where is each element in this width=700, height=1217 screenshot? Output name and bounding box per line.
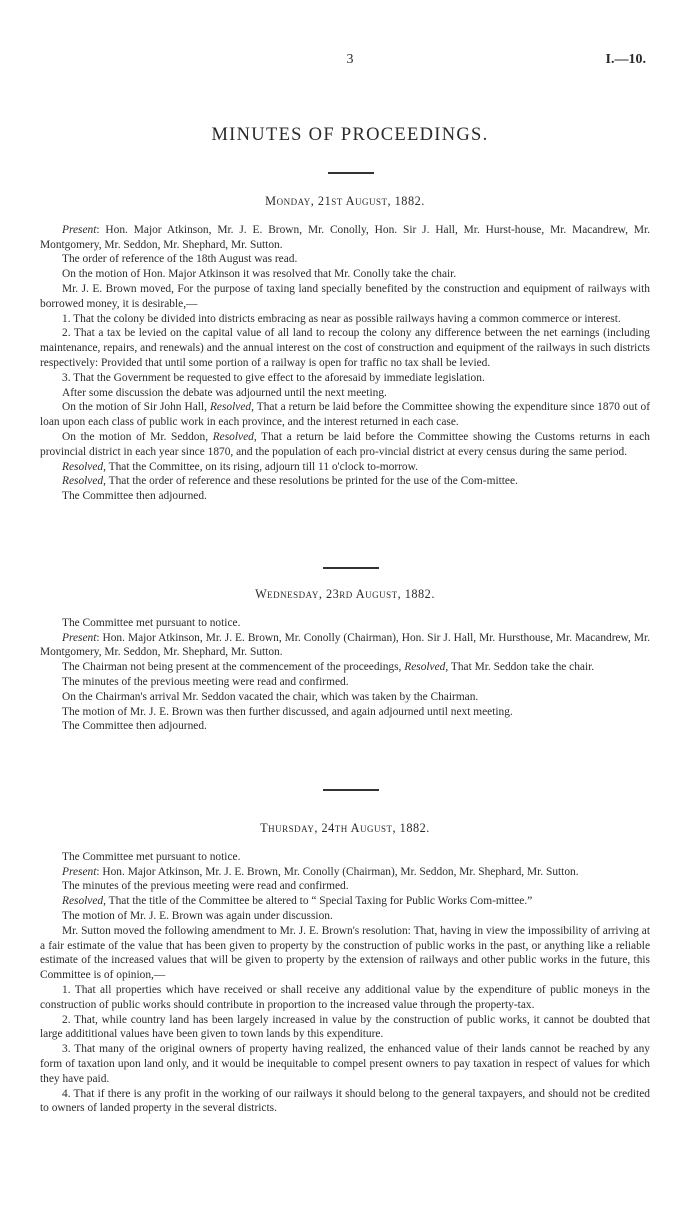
paragraph-text: The motion of Mr. J. E. Brown was again under discussion. (62, 909, 333, 922)
italic-text: Present (62, 223, 97, 236)
paragraph-text: 3. That the Government be requested to give effect to the aforesaid by immediate legislation. (62, 371, 485, 384)
minutes-paragraph (40, 675, 650, 690)
minutes-paragraph (40, 924, 650, 983)
section-body (40, 616, 650, 734)
section-date: Wednesday, 23rd August, 1882. (255, 587, 435, 601)
paragraph-text: , That the Committee, on its rising, adjourn till 11 o'clock to-morrow. (103, 460, 418, 473)
minutes-paragraph (40, 282, 650, 312)
paragraph-text: : Hon. Major Atkinson, Mr. J. E. Brown, Mr. Conolly (Chairman), Mr. Seddon, Mr. Shephard, Mr. Sutton. (96, 865, 579, 878)
minutes-paragraph (40, 865, 650, 880)
section-divider (323, 789, 379, 791)
italic-text: Resolved (62, 895, 104, 908)
paragraph-text: 3. That many of the original owners of property having realized, the enhanced value of their lands cannot be reached by any form of taxation upon land only, and it would be inequitable to compel present owners to pay taxation in respect of values for which they have paid. (40, 1043, 650, 1085)
minutes-paragraph (40, 1087, 650, 1117)
minutes-paragraph (40, 631, 650, 661)
paragraph-text: The order of reference of the 18th August was read. (62, 253, 298, 266)
paragraph-text: The minutes of the previous meeting were read and confirmed. (62, 675, 349, 688)
paragraph-text: The Chairman not being present at the commencement of the proceedings, (62, 661, 405, 674)
document-reference: I.—10. (605, 52, 646, 67)
paragraph-text: Mr. J. E. Brown moved, For the purpose of taxing land specially benefited by the construction and equipment of railways with borrowed money, it is desirable,— (40, 282, 650, 310)
paragraph-text: , That the order of reference and these resolutions be printed for the use of the Com-mittee. (103, 475, 518, 488)
section-date: Thursday, 24th August, 1882. (260, 821, 430, 835)
italic-text: Resolved (404, 661, 446, 674)
paragraph-text: 1. That the colony be divided into districts embracing as near as possible railways having a common commerce or interest. (62, 312, 621, 325)
minutes-section-2 (40, 587, 650, 734)
paragraph-text: The motion of Mr. J. E. Brown was then further discussed, and again adjourned until next meeting. (62, 705, 513, 718)
paragraph-text: The Committee then adjourned. (62, 490, 207, 503)
italic-text: Present (62, 865, 97, 878)
paragraph-text: On the motion of Hon. Major Atkinson it was resolved that Mr. Conolly take the chair. (62, 268, 457, 281)
section-body (40, 223, 650, 504)
minutes-paragraph (40, 660, 650, 675)
paragraph-text: 4. That if there is any profit in the working of our railways it should belong to the general taxpayers, and should not be credited to owners of landed property in the several districts. (40, 1087, 650, 1115)
paragraph-text: , That the title of the Committee be altered to “ Special Taxing for Public Works Com-mittee.” (103, 895, 533, 908)
minutes-paragraph (40, 267, 650, 282)
section-body (40, 850, 650, 1116)
paragraph-text: The Committee then adjourned. (62, 720, 207, 733)
minutes-paragraph (40, 690, 650, 705)
paragraph-text: The minutes of the previous meeting were read and confirmed. (62, 880, 349, 893)
minutes-paragraph (40, 371, 650, 386)
minutes-paragraph (40, 223, 650, 253)
paragraph-text: , That a return be laid before the Committee showing the expenditure since 1870 out of loan upon each class of public work in each province, and the interest returned in each case. (40, 401, 650, 429)
minutes-paragraph (40, 1042, 650, 1086)
minutes-paragraph (40, 705, 650, 720)
section-divider (323, 567, 379, 569)
minutes-section-1 (40, 194, 650, 504)
paragraph-text: The Committee met pursuant to notice. (62, 616, 241, 629)
minutes-paragraph (40, 909, 650, 924)
paragraph-text: , That Mr. Seddon take the chair. (445, 661, 595, 674)
minutes-paragraph (40, 616, 650, 631)
italic-text: Resolved (209, 401, 252, 414)
page-number: 3 (346, 52, 354, 67)
minutes-paragraph (40, 489, 650, 504)
italic-text: Resolved (212, 430, 254, 443)
minutes-section-3 (40, 821, 650, 1116)
minutes-paragraph (40, 400, 650, 430)
minutes-paragraph (40, 252, 650, 267)
paragraph-text: On the motion of Sir John Hall, (62, 401, 210, 414)
minutes-paragraph (40, 983, 650, 1013)
minutes-paragraph (40, 312, 650, 327)
paragraph-text: The Committee met pursuant to notice. (62, 850, 241, 863)
paragraph-text: After some discussion the debate was adjourned until the next meeting. (62, 386, 387, 399)
section-date: Monday, 21st August, 1882. (265, 194, 425, 208)
minutes-paragraph (40, 430, 650, 460)
paragraph-text: 1. That all properties which have received or shall receive any additional value by the expenditure of public moneys in the construction of public works should contribute in proportion to the increased value through the property-tax. (40, 983, 650, 1011)
minutes-paragraph (40, 460, 650, 475)
page-title: MINUTES OF PROCEEDINGS. (211, 125, 489, 145)
paragraph-text: : Hon. Major Atkinson, Mr. J. E. Brown, Mr. Conolly (Chairman), Hon. Sir J. Hall, Mr. Hursthouse, Mr. Macandrew, Mr. Montgomery, Mr. Seddon, Mr. Shephard, Mr. Sutton. (40, 631, 650, 659)
minutes-paragraph (40, 326, 650, 370)
italic-text: Resolved (62, 460, 104, 473)
italic-text: Resolved (62, 475, 104, 488)
minutes-paragraph (40, 879, 650, 894)
title-divider (328, 172, 374, 174)
minutes-paragraph (40, 1013, 650, 1043)
paragraph-text: On the Chairman's arrival Mr. Seddon vacated the chair, which was taken by the Chairman. (62, 690, 479, 703)
minutes-paragraph (40, 894, 650, 909)
minutes-paragraph (40, 719, 650, 734)
paragraph-text: On the motion of Mr. Seddon, (62, 430, 213, 443)
paragraph-text: , That a return be laid before the Committee showing the Customs returns in each provincial district in each year since 1870, and the population of each pro-vincial district at every census during the same period. (40, 430, 650, 458)
minutes-paragraph (40, 386, 650, 401)
paragraph-text: Mr. Sutton moved the following amendment to Mr. J. E. Brown's resolution: That, having in view the impossibility of arriving at a fair estimate of the value that has been given to property by the construction of public works in the past, or anything like a reliable estimate of the increased values that will be given to property by the extension of railways and other public works in the future, this Committee is of opinion,— (40, 924, 650, 982)
italic-text: Present (62, 631, 97, 644)
minutes-paragraph (40, 474, 650, 489)
minutes-paragraph (40, 850, 650, 865)
paragraph-text: : Hon. Major Atkinson, Mr. J. E. Brown, Mr. Conolly, Hon. Sir J. Hall, Mr. Hurst-house, Mr. Macandrew, Mr. Montgomery, Mr. Seddon, Mr. Shephard, Mr. Sutton. (40, 223, 650, 251)
paragraph-text: 2. That a tax be levied on the capital value of all land to recoup the colony any difference between the net earnings (including maintenance, repairs, and renewals) and the annual interest on the cost of construction and equipment of the railways in such districts respectively: Provided that until some portion of a railway is open for traffic no tax shall be levied. (40, 327, 650, 369)
paragraph-text: 2. That, while country land has been largely increased in value by the construction of public works, it cannot be doubted that large addititional values have been given to town lands by this expenditure. (40, 1013, 650, 1041)
